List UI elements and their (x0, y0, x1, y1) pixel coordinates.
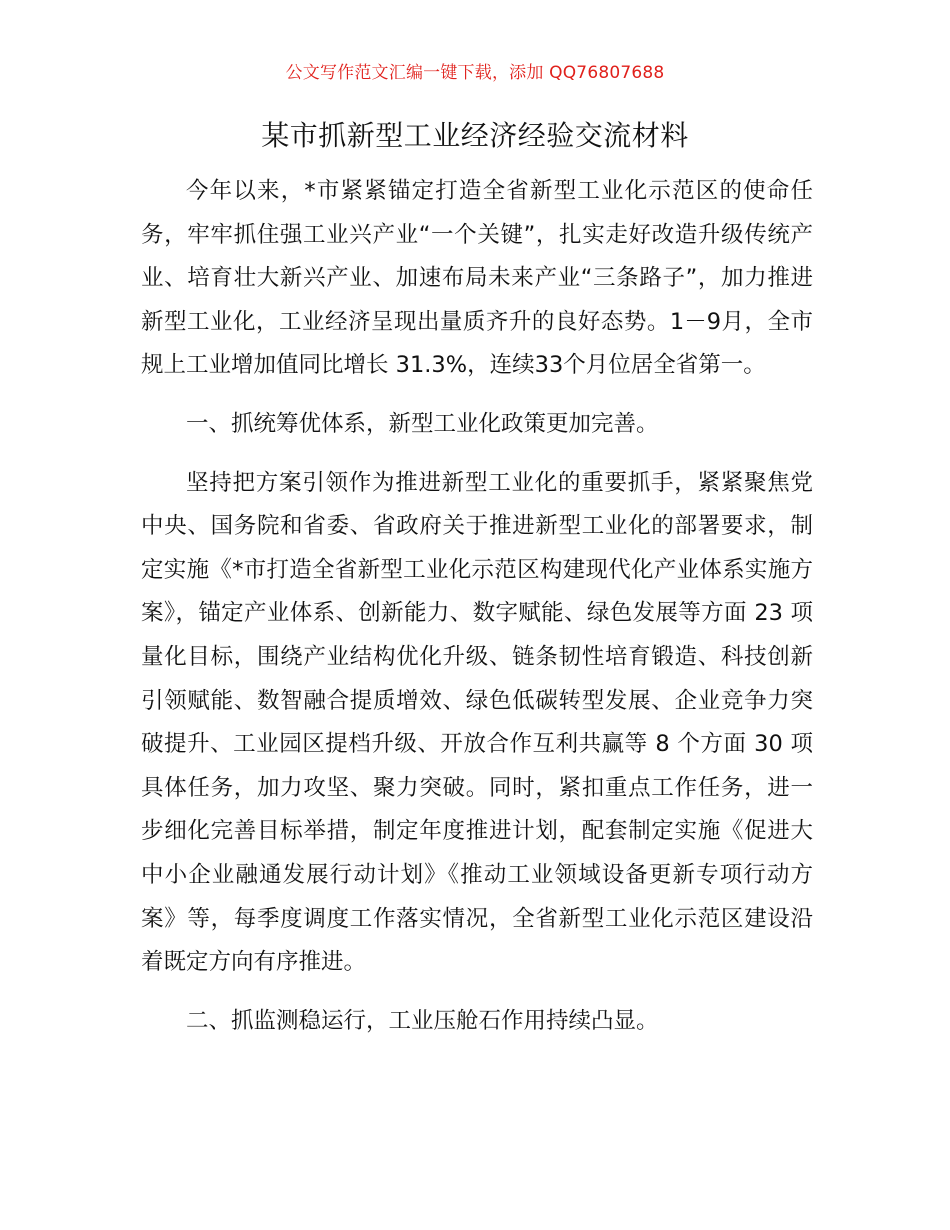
paragraph-section-1: 坚持把方案引领作为推进新型工业化的重要抓手，紧紧聚焦党中央、国务院和省委、省政府关于推进新型工业化的部署要求，制定实施《*市打造全省新型工业化示范区构建现代化产业体系实施方案》，锚定产业体系、创新能力、数字赋能、绿色发展等方面 23 项量化目标，围绕产业结构优化升级、链条韧性培育锻造、科技创新引领赋能、数智融合提质增效、绿色低碳转型发展、企业竞争力突破提升、工业园区提档升级、开放合作互利共赢等 8 个方面 30 项具体任务，加力攻坚、聚力突破。同时，紧扣重点工作任务，进一步细化完善目标举措，制定年度推进计划，配套制定实施《促进大中小企业融通发展行动计划》《推动工业领域设备更新专项行动方案》等，每季度调度工作落实情况，全省新型工业化示范区建设沿着既定方向有序推进。 (141, 469, 813, 976)
document-title: 某市抓新型工业经济经验交流材料 (261, 119, 689, 152)
download-promo-link[interactable]: 公文写作范文汇编一键下载，添加 QQ76807688 (285, 63, 665, 83)
section-heading-2: 二、抓监测稳运行，工业压舱石作用持续凸显。 (186, 1007, 659, 1034)
section-heading-1: 一、抓统筹优体系，新型工业化政策更加完善。 (186, 410, 659, 437)
document-body (141, 170, 813, 1043)
paragraph-intro: 今年以来，*市紧紧锚定打造全省新型工业化示范区的使命任务，牢牢抓住强工业兴产业“一个关键”，扎实走好改造升级传统产业、培育壮大新兴产业、加速布局未来产业“三条路子”，加力推进新型工业化，工业经济呈现出量质齐升的良好态势。1－9月，全市规上工业增加值同比增长 31.3%，连续33个月位居全省第一。 (141, 178, 813, 379)
